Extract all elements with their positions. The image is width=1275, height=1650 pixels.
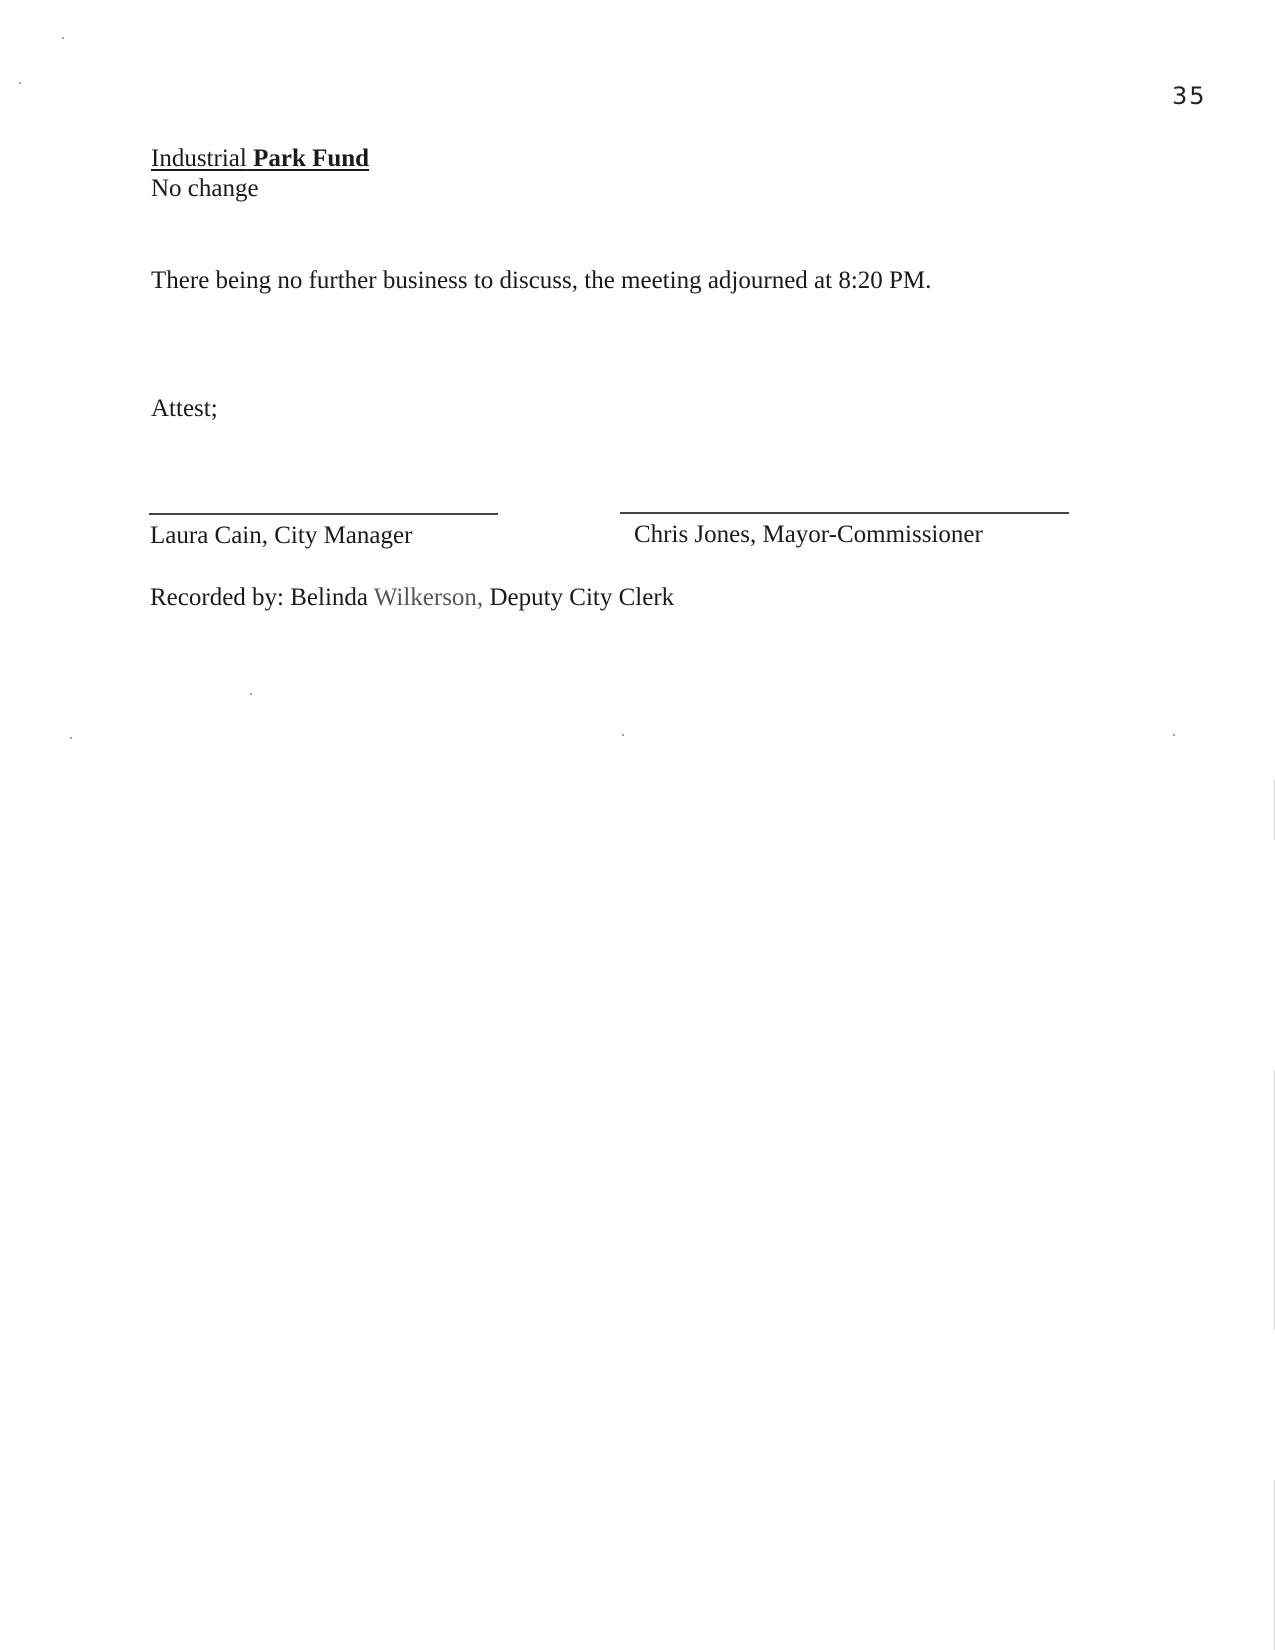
signature-line-right	[620, 512, 1069, 514]
signature-city-manager: Laura Cain, City Manager	[150, 522, 413, 549]
section-heading-bold: Park Fund	[253, 145, 370, 172]
recorded-by-suffix: Deputy City Clerk	[483, 584, 675, 611]
recorded-by-name: Wilkerson,	[373, 584, 484, 611]
adjournment-statement: There being no further business to discuss, the meeting adjourned at 8:20 PM.	[151, 267, 932, 294]
signature-mayor: Chris Jones, Mayor-Commissioner	[634, 521, 983, 548]
section-heading-plain: Industrial	[151, 145, 247, 172]
recorded-by	[150, 584, 674, 612]
scan-speck	[1173, 734, 1175, 736]
scan-speck	[622, 734, 624, 736]
scan-speck	[62, 37, 64, 39]
scan-speck	[19, 82, 21, 84]
section-status: No change	[151, 175, 259, 202]
recorded-by-prefix: Recorded by: Belinda	[150, 584, 374, 611]
signature-line-left	[149, 513, 498, 515]
section-heading	[151, 145, 369, 173]
attest-label: Attest;	[151, 395, 218, 422]
page-number: 35	[1172, 82, 1207, 110]
scan-speck	[70, 737, 72, 739]
scan-speck	[250, 693, 252, 695]
